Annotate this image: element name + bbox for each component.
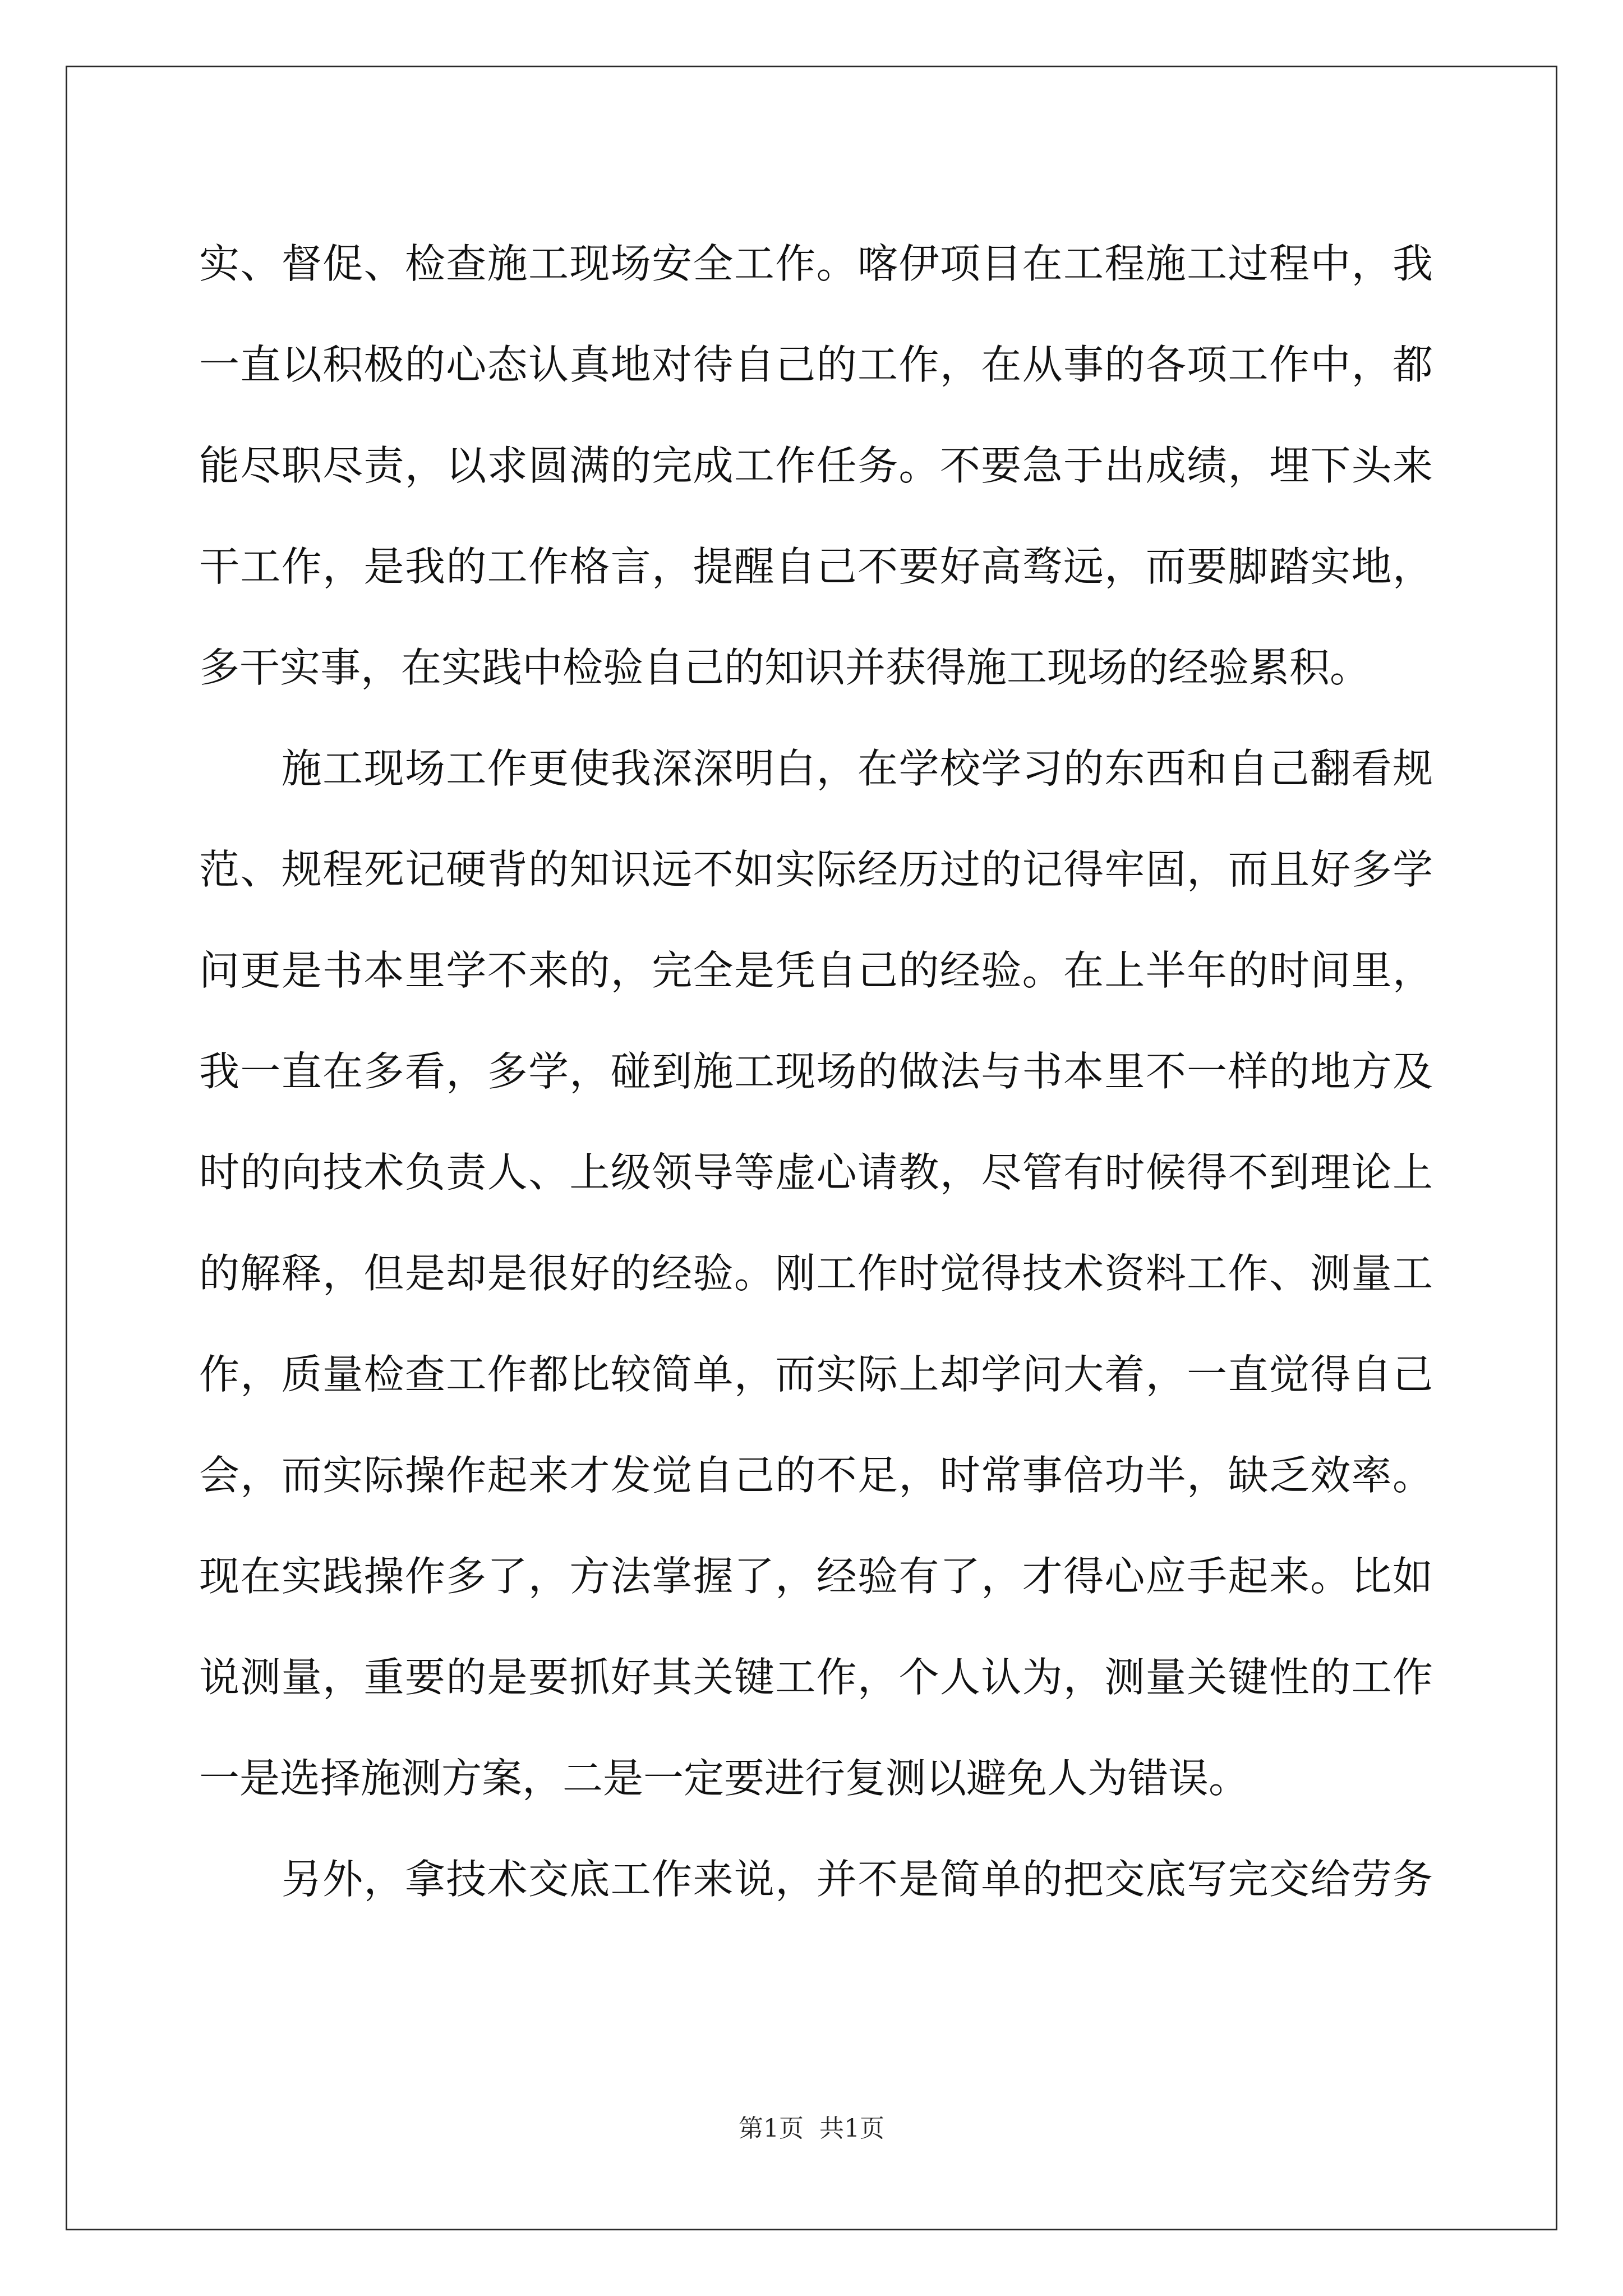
page-footer [0,2112,1623,2146]
text-line: 一直以积极的心态认真地对待自己的工作，在从事的各项工作中，都 [199,341,1433,388]
text-line: 作，质量检查工作都比较简单，而实际上却学问大着，一直觉得自己 [199,1351,1433,1398]
text-line: 说测量，重要的是要抓好其关键工作，个人认为，测量关键性的工作 [199,1654,1433,1701]
document-body [199,213,1433,1930]
text-line: 实、督促、检查施工现场安全工作。喀伊项目在工程施工过程中，我 [199,240,1433,287]
text-line: 我一直在多看，多学，碰到施工现场的做法与书本里不一样的地方及 [199,1048,1433,1095]
text-line: 问更是书本里学不来的，完全是凭自己的经验。在上半年的时间里， [199,947,1433,994]
text-line: 另外，拿技术交底工作来说，并不是简单的把交底写完交给劳务 [199,1856,1433,1903]
text-line: 一是选择施测方案，二是一定要进行复测以避免人为错误。 [199,1755,1249,1802]
page-total: 共1页 [819,2114,884,2143]
text-line: 干工作，是我的工作格言，提醒自己不要好高骛远，而要脚踏实地， [199,543,1433,590]
text-line: 多干实事，在实践中检验自己的知识并获得施工现场的经验累积。 [199,644,1371,691]
text-line: 范、规程死记硬背的知识远不如实际经历过的记得牢固，而且好多学 [199,846,1433,893]
text-line: 的解释，但是却是很好的经验。刚工作时觉得技术资料工作、测量工 [199,1250,1433,1297]
text-line: 现在实践操作多了，方法掌握了，经验有了，才得心应手起来。比如 [199,1553,1433,1600]
text-line: 施工现场工作更使我深深明白，在学校学习的东西和自己翻看规 [199,745,1433,792]
text-line: 会，而实际操作起来才发觉自己的不足，时常事倍功半，缺乏效率。 [199,1452,1433,1499]
text-line: 时的向技术负责人、上级领导等虚心请教，尽管有时候得不到理论上 [199,1149,1433,1196]
text-line: 能尽职尽责，以求圆满的完成工作任务。不要急于出成绩，埋下头来 [199,442,1433,489]
page-number: 第1页 [739,2114,804,2143]
